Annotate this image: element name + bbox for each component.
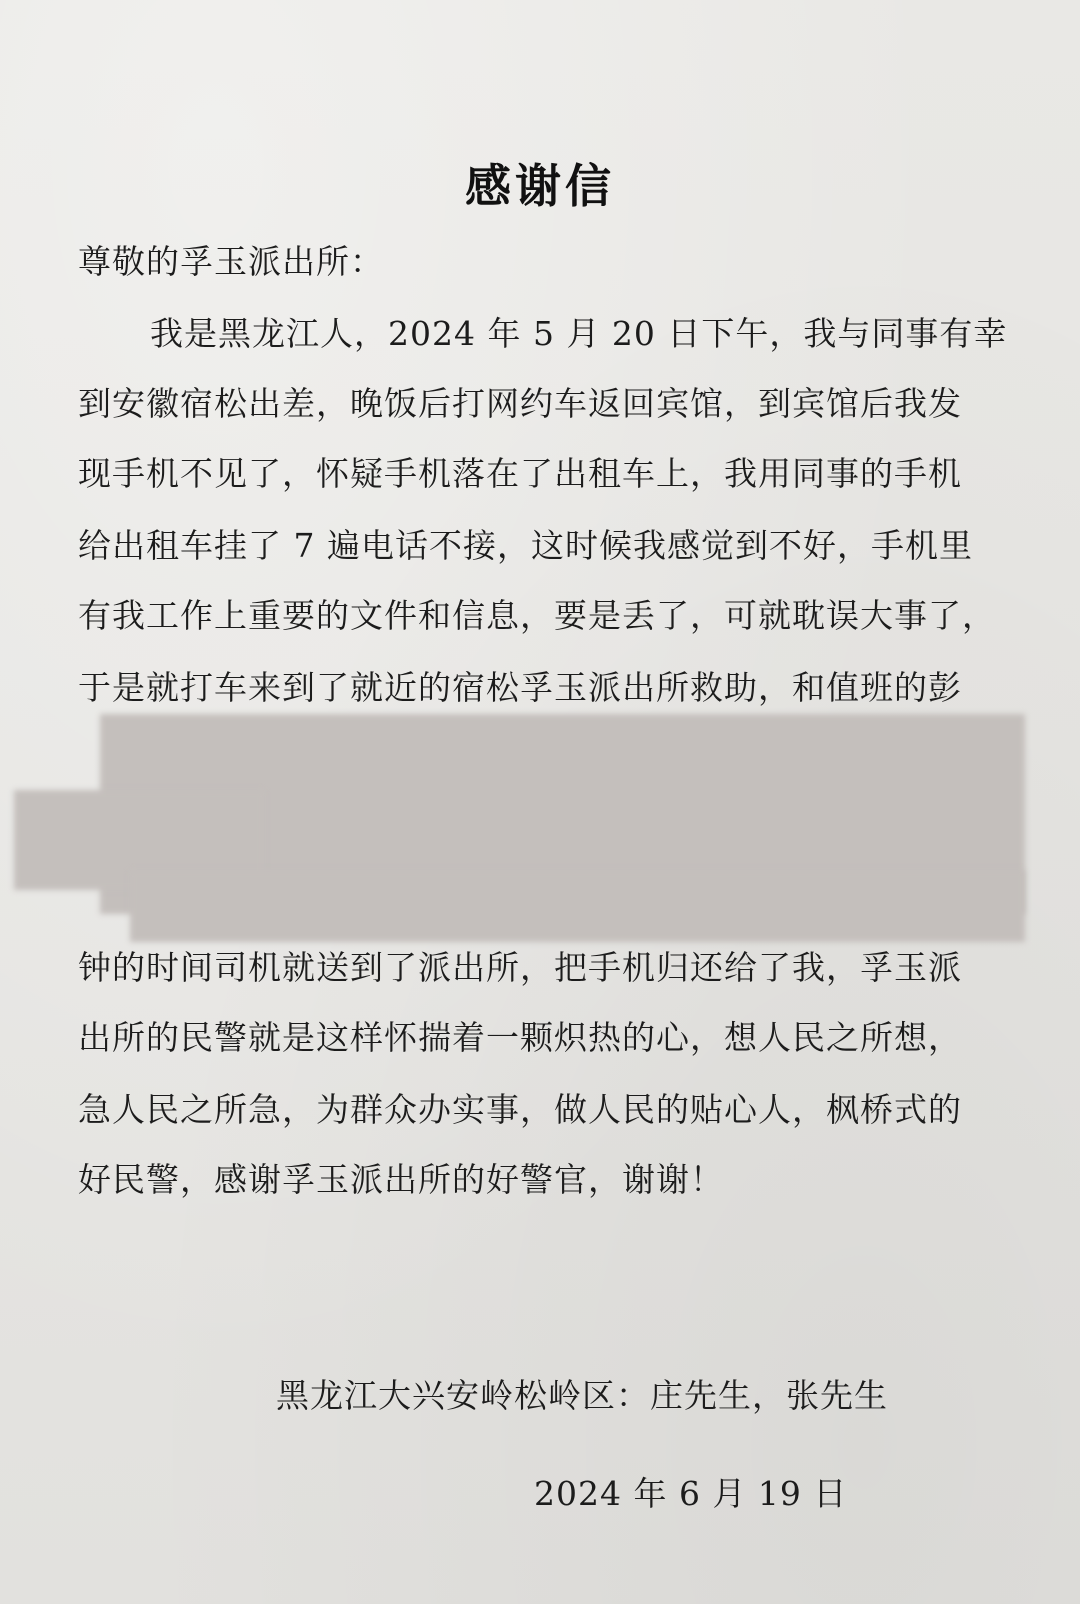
body-line: 我是黑龙江人，2024 年 5 月 20 日下午，我与同事有幸 <box>150 314 1008 353</box>
redacted-block <box>130 870 1025 942</box>
body-line: 有我工作上重要的文件和信息，要是丢了，可就耽误大事了， <box>78 596 996 635</box>
body-line: 于是就打车来到了就近的宿松孚玉派出所救助，和值班的彭 <box>78 668 962 707</box>
letter-title: 感谢信 <box>465 159 615 213</box>
body-line: 出所的民警就是这样怀揣着一颗炽热的心，想人民之所想， <box>78 1018 962 1057</box>
body-line: 钟的时间司机就送到了派出所，把手机归还给了我，孚玉派 <box>78 948 962 987</box>
letter-date: 2024 年 6 月 19 日 <box>534 1474 848 1513</box>
body-line: 急人民之所急，为群众办实事，做人民的贴心人，枫桥式的 <box>78 1090 962 1129</box>
body-line: 给出租车挂了 7 遍电话不接，这时候我感觉到不好，手机里 <box>78 526 973 565</box>
body-line: 到安徽宿松出差，晚饭后打网约车返回宾馆，到宾馆后我发 <box>78 384 962 423</box>
letter-signature: 黑龙江大兴安岭松岭区：庄先生，张先生 <box>276 1376 888 1415</box>
letter-salutation: 尊敬的孚玉派出所： <box>78 242 384 281</box>
body-line: 好民警，感谢孚玉派出所的好警官，谢谢！ <box>78 1160 724 1199</box>
body-line: 现手机不见了，怀疑手机落在了出租车上，我用同事的手机 <box>78 454 962 493</box>
